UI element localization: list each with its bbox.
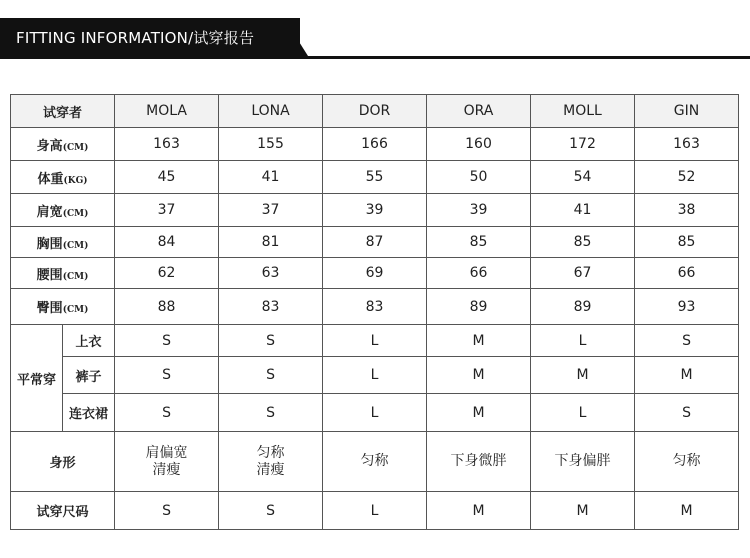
cell-value: S [115, 325, 219, 357]
cell-value: L [323, 325, 427, 357]
cell-value: S [115, 394, 219, 432]
cell-value: 69 [323, 258, 427, 289]
row-label: 裤子 [63, 357, 115, 394]
fit-size-row [11, 492, 739, 530]
row-label: 连衣裙 [63, 394, 115, 432]
cell-value: M [427, 492, 531, 530]
measure-row-hip [11, 289, 739, 325]
cell-value: 匀称 [323, 432, 427, 492]
cell-value: L [323, 492, 427, 530]
cell-value: 155 [219, 128, 323, 161]
cell-value: L [323, 394, 427, 432]
cell-value: L [323, 357, 427, 394]
cell-value: 肩偏宽 清瘦 [115, 432, 219, 492]
usual-row-pants [11, 357, 739, 394]
measure-row-height [11, 128, 739, 161]
usual-row-top [11, 325, 739, 357]
body-shape-row [11, 432, 739, 492]
cell-value: 66 [427, 258, 531, 289]
cell-value: 37 [115, 194, 219, 227]
cell-value: 163 [115, 128, 219, 161]
cell-value: M [531, 492, 635, 530]
measure-row-bust [11, 227, 739, 258]
cell-value: 85 [635, 227, 739, 258]
cell-value: 匀称 [635, 432, 739, 492]
cell-value: S [219, 357, 323, 394]
row-label: 身形 [11, 432, 115, 492]
model-name: LONA [219, 95, 323, 128]
row-label: 身高(CM) [11, 128, 115, 161]
cell-value: 39 [323, 194, 427, 227]
cell-value: S [219, 394, 323, 432]
cell-value: 83 [219, 289, 323, 325]
cell-value: M [427, 394, 531, 432]
fitting-table [10, 94, 739, 530]
row-label: 上衣 [63, 325, 115, 357]
header-row [11, 95, 739, 128]
cell-value: S [219, 325, 323, 357]
measure-row-weight [11, 161, 739, 194]
cell-value: M [531, 357, 635, 394]
cell-value: 45 [115, 161, 219, 194]
measure-row-waist [11, 258, 739, 289]
cell-value: 66 [635, 258, 739, 289]
cell-value: 166 [323, 128, 427, 161]
cell-value: S [115, 492, 219, 530]
model-name: GIN [635, 95, 739, 128]
cell-value: 41 [531, 194, 635, 227]
cell-value: L [531, 394, 635, 432]
cell-value: 下身微胖 [427, 432, 531, 492]
cell-value: S [115, 357, 219, 394]
cell-value: 88 [115, 289, 219, 325]
cell-value: M [635, 357, 739, 394]
row-label: 试穿尺码 [11, 492, 115, 530]
cell-value: S [635, 394, 739, 432]
cell-value: 87 [323, 227, 427, 258]
cell-value: 85 [427, 227, 531, 258]
cell-value: M [427, 357, 531, 394]
cell-value: 38 [635, 194, 739, 227]
cell-value: M [427, 325, 531, 357]
cell-value: 93 [635, 289, 739, 325]
banner-arrow-shape [284, 18, 308, 56]
cell-value: S [219, 492, 323, 530]
cell-value: 52 [635, 161, 739, 194]
cell-value: 81 [219, 227, 323, 258]
cell-value: 89 [531, 289, 635, 325]
cell-value: 89 [427, 289, 531, 325]
cell-value: 83 [323, 289, 427, 325]
cell-value: 下身偏胖 [531, 432, 635, 492]
row-label: 胸围(CM) [11, 227, 115, 258]
cell-value: 62 [115, 258, 219, 289]
row-label: 腰围(CM) [11, 258, 115, 289]
section-title: FITTING INFORMATION/试穿报告 [16, 29, 255, 47]
cell-value: 55 [323, 161, 427, 194]
cell-value: 163 [635, 128, 739, 161]
cell-value: 50 [427, 161, 531, 194]
row-label: 体重(KG) [11, 161, 115, 194]
cell-value: 37 [219, 194, 323, 227]
cell-value: 54 [531, 161, 635, 194]
cell-value: 67 [531, 258, 635, 289]
cell-value: M [635, 492, 739, 530]
cell-value: 匀称 清瘦 [219, 432, 323, 492]
corner-label: 试穿者 [11, 95, 115, 128]
cell-value: 85 [531, 227, 635, 258]
cell-value: 160 [427, 128, 531, 161]
model-name: MOLA [115, 95, 219, 128]
row-label: 肩宽(CM) [11, 194, 115, 227]
model-name: ORA [427, 95, 531, 128]
usual-row-dress [11, 394, 739, 432]
measure-row-shoulder [11, 194, 739, 227]
banner-underline [0, 56, 750, 59]
cell-value: 39 [427, 194, 531, 227]
cell-value: 63 [219, 258, 323, 289]
usual-group-label: 平常穿 [11, 325, 63, 432]
model-name: DOR [323, 95, 427, 128]
row-label: 臀围(CM) [11, 289, 115, 325]
cell-value: 172 [531, 128, 635, 161]
cell-value: L [531, 325, 635, 357]
cell-value: S [635, 325, 739, 357]
cell-value: 84 [115, 227, 219, 258]
cell-value: 41 [219, 161, 323, 194]
model-name: MOLL [531, 95, 635, 128]
